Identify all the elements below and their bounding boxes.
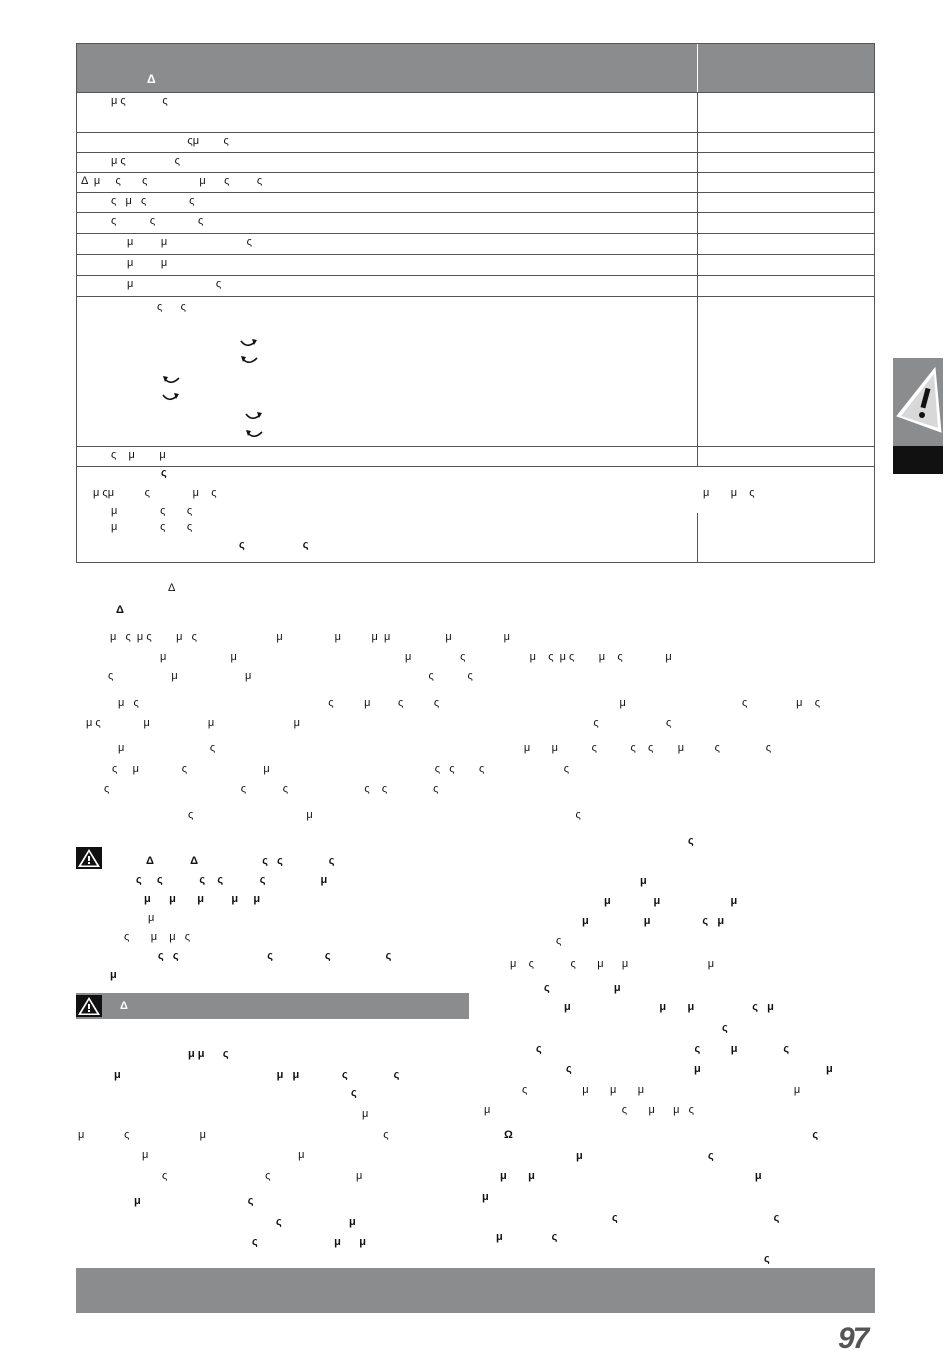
table-row xyxy=(77,192,874,212)
row-text: ς μ μ xyxy=(111,449,166,461)
rotate-ccw-icon xyxy=(244,428,264,445)
body-line: μ ς ς μ ς ς μ ς μ ς xyxy=(118,697,821,709)
row-text: ςμ ς xyxy=(111,135,229,147)
row-text: ς ς xyxy=(157,301,186,313)
table-row-last xyxy=(77,466,874,562)
header-left-label: Δ xyxy=(147,72,156,86)
body-line: ς μ μ xyxy=(252,1236,366,1248)
table-row xyxy=(77,212,874,233)
body-heading: Δ xyxy=(116,604,124,616)
body-line: ς xyxy=(764,1253,770,1265)
body-line: Δ xyxy=(168,582,176,594)
side-tab-warning xyxy=(893,358,943,446)
body-line: μ ς ς μ μ μ xyxy=(510,958,715,970)
body-line: μ ς xyxy=(496,1231,558,1243)
body-line: ς μ μ xyxy=(566,1063,833,1075)
warning-line: Δ Δ ς ς ς xyxy=(146,855,335,867)
body-line: μ ς xyxy=(134,1195,254,1207)
body-line: μ μ ς μ xyxy=(582,915,725,927)
row-text: ς μ ς ς xyxy=(111,195,195,207)
table-row xyxy=(77,254,874,275)
body-line: μ μ μ ς μ xyxy=(564,1001,774,1013)
last-row-text: μ ς ς xyxy=(111,521,193,533)
body-line: μ xyxy=(362,1108,369,1120)
body-line: μ μ xyxy=(142,1149,305,1161)
body-line: ς μ μ μ μ xyxy=(522,1084,801,1096)
last-row-text: μ ς ς xyxy=(111,505,193,517)
warning-line: ς ς ς ς ς μ xyxy=(136,874,328,886)
body-line: ς ς μ xyxy=(162,1170,363,1182)
last-row-text: μ ςμ ς μ ς xyxy=(93,487,217,499)
table-row-rotation xyxy=(77,296,874,446)
rotate-cw-icon xyxy=(244,410,264,427)
warning-line: μ xyxy=(148,912,155,924)
body-line: μ ς μ μ ς xyxy=(484,1104,694,1116)
body-line: Ω ς xyxy=(504,1129,819,1141)
body-line: μ μ μ xyxy=(500,1170,762,1182)
last-row-text: ς ς xyxy=(239,539,309,551)
body-line: μ ς μ ς xyxy=(78,1129,389,1141)
rotate-cw-icon xyxy=(161,391,181,408)
table-row xyxy=(77,152,874,172)
body-line: ς xyxy=(351,1087,357,1099)
body-line: ς xyxy=(722,1022,728,1034)
spec-table xyxy=(76,43,875,563)
body-line: μ μ μ ς ς xyxy=(114,1069,400,1081)
body-line: ς ς ς ς ς ς xyxy=(104,783,439,795)
row-text: Δ μ ς ς μ ς ς xyxy=(81,175,263,187)
table-row xyxy=(77,132,874,152)
body-line: μ μ ς xyxy=(188,1048,229,1060)
body-line: ς ς xyxy=(612,1212,780,1224)
last-header: ς xyxy=(161,467,167,479)
table-header xyxy=(77,44,874,92)
body-line: ς ς μ ς xyxy=(536,1043,790,1055)
warning-line: μ xyxy=(110,969,117,981)
body-line: ς μ xyxy=(544,982,621,994)
body-line: ς μ xyxy=(276,1216,356,1228)
warning-icon xyxy=(76,847,102,869)
body-line: μ ς μ ς μ ς μ μ μ μ μ μ xyxy=(110,631,510,643)
last-right-text: μ μ ς xyxy=(703,487,755,499)
rotate-ccw-icon xyxy=(161,374,181,391)
table-row xyxy=(77,233,874,254)
body-line: μ xyxy=(640,875,647,887)
footer-bar xyxy=(76,1268,875,1313)
warning-line: μ μ μ μ μ xyxy=(144,893,261,905)
warning-triangle-icon xyxy=(893,358,943,446)
table-row xyxy=(77,275,874,296)
row-text: μ ς ς xyxy=(111,155,180,167)
rotate-cw-icon xyxy=(239,337,259,354)
table-row xyxy=(77,92,874,132)
body-line: ς μ μ ς ς xyxy=(108,670,473,682)
body-line: ς μ ς μ ς ς ς ς xyxy=(112,763,570,775)
table-row xyxy=(77,446,874,466)
body-line: μ ς xyxy=(576,1150,714,1162)
body-line: μ μ μ xyxy=(604,895,738,907)
body-line: ς xyxy=(556,935,562,947)
row-text: ς ς ς xyxy=(111,215,204,227)
warning-bar-label: Δ xyxy=(120,1000,128,1012)
body-line: μ ς μ μ ς ς ς μ ς ς xyxy=(118,742,772,754)
body-line: μ μ μ ς μ ς μ ς μ ς μ xyxy=(160,651,672,663)
warning-icon xyxy=(76,995,102,1017)
table-row xyxy=(77,172,874,192)
warning-line: ς ς ς ς ς xyxy=(158,950,392,962)
rotate-ccw-icon xyxy=(239,354,259,371)
warning-line: ς μ μ ς xyxy=(124,931,191,943)
body-line: μ ς μ μ μ ς ς xyxy=(86,717,672,729)
row-text: μ μ ς xyxy=(127,236,252,248)
row-text: μ ς xyxy=(127,278,222,290)
row-text: μ μ xyxy=(127,257,168,269)
row-text: μ ς ς xyxy=(111,95,168,107)
warning-bar xyxy=(76,993,469,1019)
body-line: μ xyxy=(482,1191,489,1203)
page-number: 97 xyxy=(838,1322,868,1355)
header-divider xyxy=(697,44,698,92)
body-line: ς μ ς xyxy=(188,809,581,821)
body-line: ς xyxy=(688,835,694,847)
